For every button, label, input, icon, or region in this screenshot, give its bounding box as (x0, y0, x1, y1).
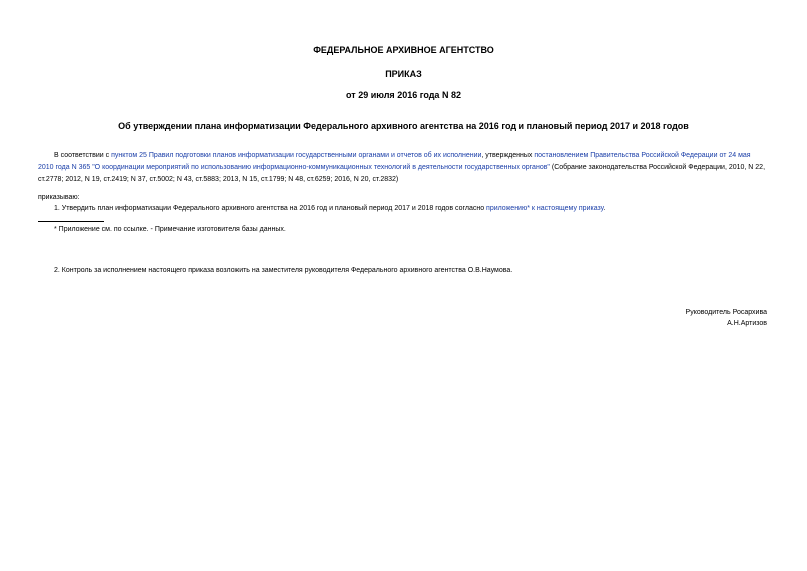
agency-heading: ФЕДЕРАЛЬНОЕ АРХИВНОЕ АГЕНТСТВО (313, 45, 494, 55)
item-1-text: 1. Утвердить план информатизации Федерального архивного агентства на 2016 год и плановый период 2017 и 2018 годов согласно (54, 205, 487, 212)
preamble-text-1: В соответствии с (54, 152, 112, 159)
item-2: 2. Контроль за исполнением настоящего приказа возложить на заместителя руководителя Федерального архивного агентства О.В.Наумова. (54, 267, 513, 274)
document-type: ПРИКАЗ (385, 69, 422, 79)
item-1-end: . (603, 205, 606, 212)
government-decree-link[interactable]: постановлением Правительства Российской Федерации от 24 мая 2010 года N 365 "О координации мероприятий по использованию информационно-коммуникационных технологий в деятельности государственных органов" (38, 152, 751, 171)
document-title: Об утверждении плана информатизации Федерального архивного агентства на 2016 год и плановый период 2017 и 2018 годов (118, 121, 689, 131)
footnote-divider (38, 221, 104, 222)
item-1 (38, 203, 768, 215)
order-word: приказываю: (38, 194, 80, 201)
preamble-text-2: , утвержденных (481, 152, 535, 159)
rules-link[interactable]: пунктом 25 Правил подготовки планов информатизации государственными органами и отчетов об их исполнении (111, 152, 482, 159)
signature-position: Руководитель Росархива (685, 309, 767, 316)
preamble-paragraph (38, 150, 768, 186)
footnote: * Приложение см. по ссылке. - Примечание изготовителя базы данных. (54, 226, 286, 233)
signature-name: А.Н.Артизов (727, 320, 767, 327)
preamble-text-3: (Собрание законодательства Российской Федерации, 2010, N 22, ст.2778; 2012, N 19, ст.2419; N 37, ст.5002; N 43, ст.5883; 2013, N 15, ст.1799; N 48, ст.6259; 2016, N 20, ст.2832) (38, 164, 766, 183)
appendix-link[interactable]: приложению (486, 205, 528, 212)
date-number: от 29 июля 2016 года N 82 (346, 90, 461, 100)
appendix-link-suffix[interactable]: * к настоящему приказу (527, 205, 604, 212)
